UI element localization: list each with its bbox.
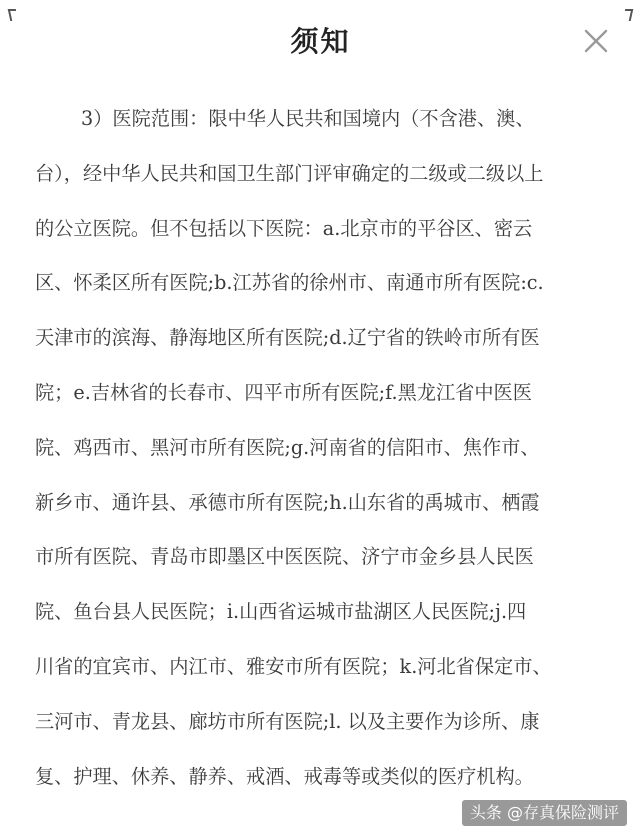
body-line: 市所有医院、青岛市即墨区中医医院、济宁市金乡县人民医 bbox=[35, 545, 534, 569]
body-line: 台），经中华人民共和国卫生部门评审确定的二级或二级以上 bbox=[35, 161, 544, 185]
body-line: 院、鸡西市、黑河市所有医院;g.河南省的信阳市、焦作市、 bbox=[35, 435, 540, 459]
watermark-label: 头条 @存真保险测评 bbox=[462, 800, 627, 826]
corner-bracket-left-icon bbox=[8, 9, 19, 21]
body-line: 复、护理、休养、静养、戒酒、戒毒等或类似的医疗机构。 bbox=[35, 764, 534, 788]
body-line: 天津市的滨海、静海地区所有医院;d.辽宁省的铁岭市所有医 bbox=[35, 326, 540, 350]
corner-bracket-right-icon bbox=[623, 9, 634, 21]
body-line: 三河市、青龙县、廊坊市所有医院;l. 以及主要作为诊所、康 bbox=[35, 709, 540, 733]
close-icon[interactable] bbox=[581, 26, 611, 56]
notice-body bbox=[35, 92, 607, 804]
body-line: 院；e.吉林省的长春市、四平市所有医院;f.黑龙江省中医医 bbox=[35, 380, 532, 404]
body-line: 川省的宜宾市、内江市、雅安市所有医院；k.河北省保定市、 bbox=[35, 654, 552, 678]
dialog-title: 须知 bbox=[290, 25, 351, 58]
body-line: 院、鱼台县人民医院；i.山西省运城市盐湖区人民医院;j.四 bbox=[35, 600, 527, 624]
body-line: 区、怀柔区所有医院;b.江苏省的徐州市、南通市所有医院:c. bbox=[35, 271, 544, 295]
body-line: 3）医院范围：限中华人民共和国境内（不含港、澳、 bbox=[81, 107, 535, 130]
body-line: 新乡市、通许县、承德市所有医院;h.山东省的禹城市、栖霞 bbox=[35, 490, 540, 514]
body-line: 的公立医院。但不包括以下医院：a.北京市的平谷区、密云 bbox=[35, 216, 533, 240]
